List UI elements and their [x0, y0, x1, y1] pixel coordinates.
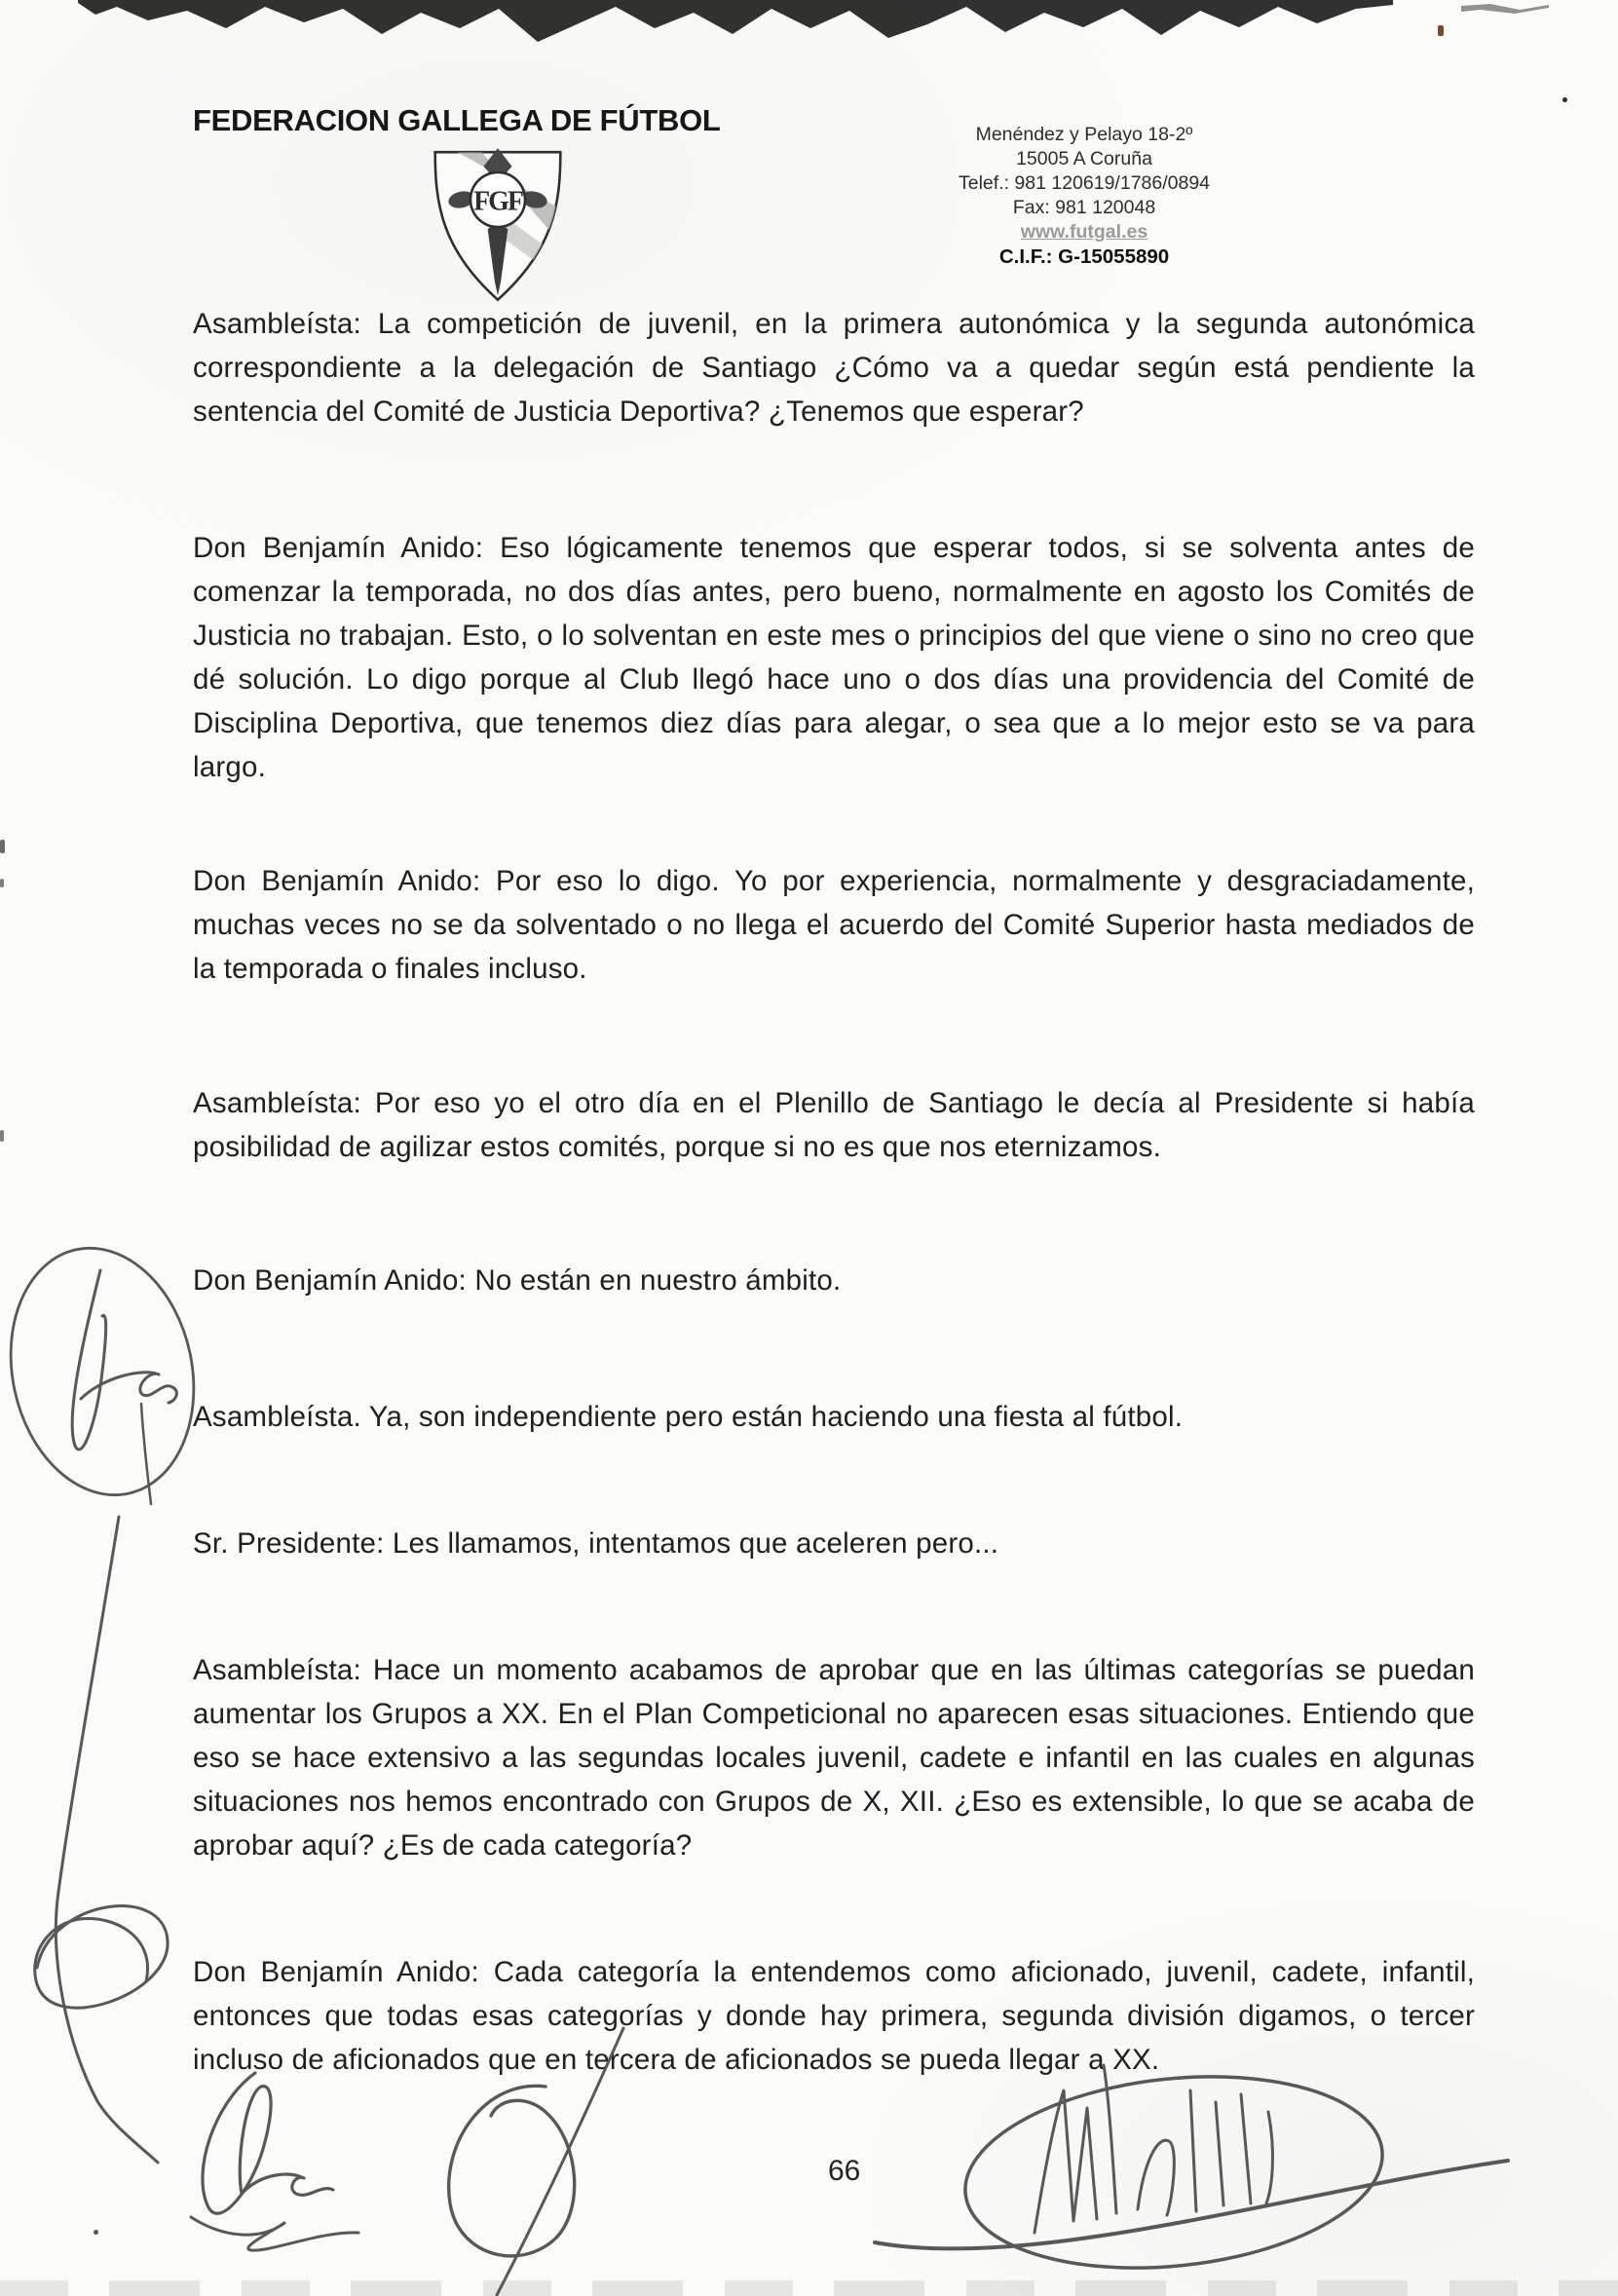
address-line-city: 15005 A Coruña — [1016, 148, 1152, 169]
address-line-fax: Fax: 981 120048 — [1012, 197, 1156, 218]
scan-speck — [1438, 25, 1444, 36]
scan-speck — [1562, 97, 1567, 102]
transcript-paragraph: Asambleísta: Hace un momento acabamos de aprobar que en las últimas categorías se puedan aumentar los Grupos a XX. En el Plan Competicional no aparecen esas situaciones. Entiendo que eso se hace extensivo a las segundas locales juvenil, cadete e infantil en las cuales en algunas situaciones nos hemos encontrado con Grupos de X, XII. ¿Eso es extensible, lo que se acaba de aprobar aquí? ¿Es de cada categoría? — [193, 1654, 1475, 1862]
transcript-paragraph: Asambleísta. Ya, son independiente pero están haciendo una fiesta al fútbol. — [193, 1401, 1184, 1433]
signature-middle — [449, 2028, 623, 2295]
crest-monogram: FGF — [473, 186, 522, 217]
scan-artifact-top — [0, 0, 1618, 47]
address-line-phone: Telef.: 981 120619/1786/0894 — [958, 172, 1211, 194]
website-text: www.futgal.es — [1020, 221, 1148, 243]
scan-speck — [0, 1130, 4, 1142]
fgf-crest-logo — [425, 146, 571, 308]
transcript-paragraph: Don Benjamín Anido: Cada categoría la entendemos como aficionado, juvenil, cadete, infantil, entonces que todas esas categorías y donde hay primera, segunda división digamos, o tercer incluso de aficionados que en tercera de aficionados se pueda llegar a XX. — [193, 1956, 1475, 2076]
organization-title: FEDERACION GALLEGA DE FÚTBOL — [193, 103, 721, 137]
transcript-paragraph: Don Benjamín Anido: No están en nuestro ámbito. — [193, 1264, 842, 1297]
address-line-street: Menéndez y Pelayo 18-2º — [975, 124, 1193, 145]
transcript-paragraph: Asambleísta: Por eso yo el otro día en el Plenillo de Santiago le decía al Presidente si había posibilidad de agilizar estos comités, porque si no es que nos eternizamos. — [193, 1087, 1475, 1163]
signature-margin-circle — [5, 1223, 214, 1508]
scan-speck — [0, 879, 4, 887]
page-number: 66 — [828, 2155, 861, 2187]
transcript-paragraph: Don Benjamín Anido: Por eso lo digo. Yo por experiencia, normalmente y desgraciadamente, muchas veces no se da solventado o no llega el acuerdo del Comité Superior hasta mediados de la temporada o finales incluso. — [193, 865, 1475, 985]
signature-left — [191, 2073, 358, 2250]
signature-band — [0, 2026, 1618, 2296]
signature-right — [875, 2057, 1508, 2287]
letterhead-address-block — [923, 123, 1245, 269]
scan-artifact-top-right — [1461, 4, 1549, 14]
transcript-paragraph: Sr. Presidente: Les llamamos, intentamos que aceleren pero... — [193, 1527, 999, 1560]
transcript-paragraph: Asambleísta: La competición de juvenil, en la primera autonómica y la segunda autonómica correspondiente a la delegación de Santiago ¿Cómo va a quedar según está pendiente la sentencia del Comité de Justicia Deportiva? ¿Tenemos que esperar? — [193, 308, 1475, 428]
cif-text: C.I.F.: G-15055890 — [998, 245, 1170, 268]
scan-speck — [0, 840, 5, 853]
transcript-paragraph: Don Benjamín Anido: Eso lógicamente tenemos que esperar todos, si se solventa antes de comenzar la temporada, no dos días antes, pero bueno, normalmente en agosto los Comités de Justicia no trabajan. Esto, o lo solventan en este mes o principios del que viene o sino no creo que dé solución. Lo digo porque al Club llegó hace uno o dos días una providencia del Comité de Disciplina Deportiva, que tenemos diez días para alegar, o sea que a lo mejor esto se va para largo. — [193, 532, 1475, 783]
